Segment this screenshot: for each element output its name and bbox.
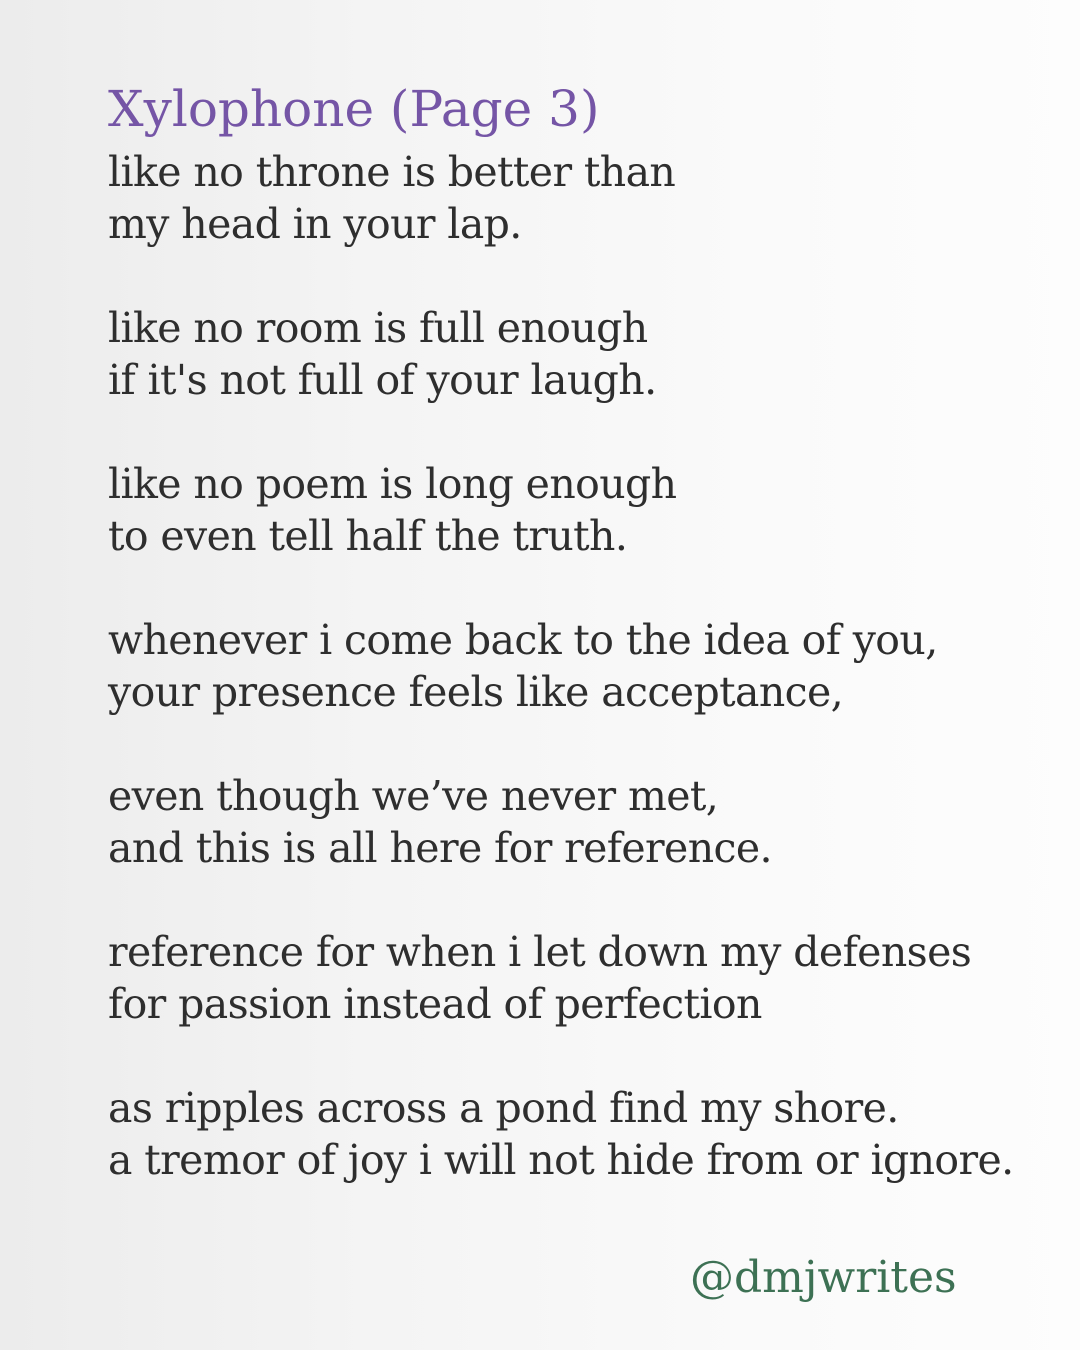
poem-line: your presence feels like acceptance, [108, 668, 844, 716]
stanza [108, 146, 1048, 302]
poem-line: even though we’ve never met, [108, 772, 719, 820]
stanza [108, 1082, 1048, 1238]
poem-line: whenever i come back to the idea of you, [108, 616, 938, 664]
stanza [108, 614, 1048, 770]
stanza [108, 458, 1048, 614]
poem-line: my head in your lap. [108, 200, 522, 248]
poem-line: and this is all here for reference. [108, 824, 772, 872]
stanza [108, 770, 1048, 926]
poem-line: a tremor of joy i will not hide from or ignore. [108, 1136, 1014, 1184]
poem-line: like no room is full enough [108, 304, 648, 352]
poem-body [108, 146, 1048, 1238]
poem-line: to even tell half the truth. [108, 512, 628, 560]
stanza [108, 302, 1048, 458]
poem-title: Xylophone (Page 3) [108, 80, 600, 138]
poem-line: like no poem is long enough [108, 460, 677, 508]
poem-line: reference for when i let down my defenses [108, 928, 972, 976]
stanza [108, 926, 1048, 1082]
poem-line: if it's not full of your laugh. [108, 356, 657, 404]
poem-line: as ripples across a pond find my shore. [108, 1084, 899, 1132]
poem-line: like no throne is better than [108, 148, 676, 196]
poem-line: for passion instead of perfection [108, 980, 762, 1028]
author-handle: @dmjwrites [690, 1252, 957, 1303]
